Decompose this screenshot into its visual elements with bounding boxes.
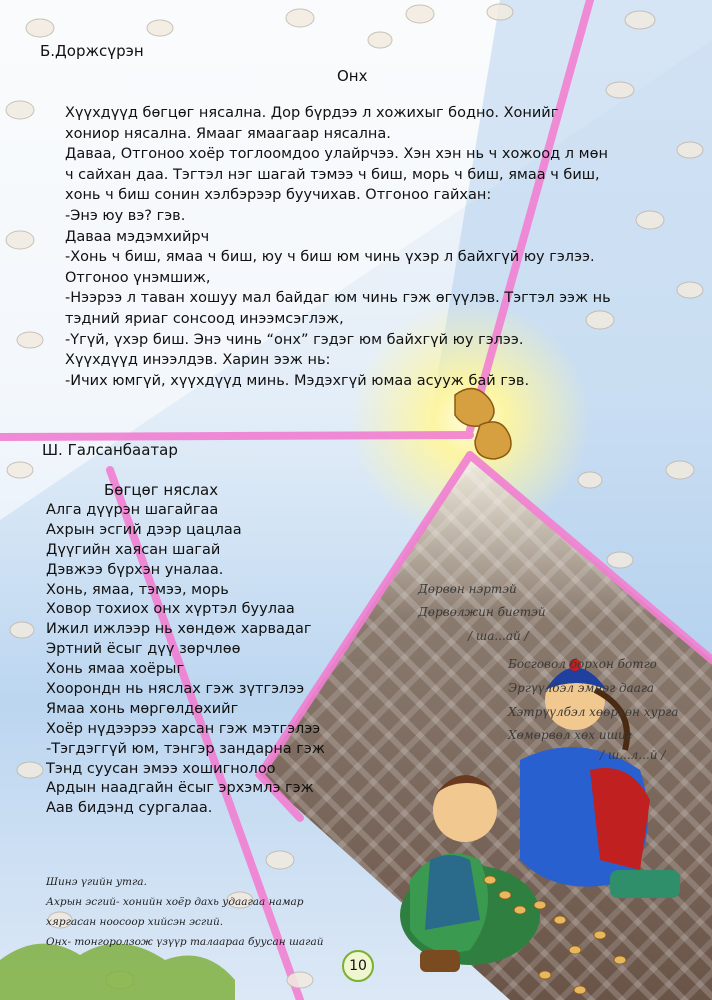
story-text bbox=[65, 103, 611, 391]
story-author: Б.Доржсүрэн bbox=[40, 42, 144, 60]
footnote bbox=[46, 872, 324, 952]
footnote-line: Ахрын эсгий- хонийн хоёр дахь удаагаа намар bbox=[46, 896, 304, 908]
poem-line: Хонь, ямаа, тэмээ, морь bbox=[46, 581, 229, 598]
script-verse-line: Босговол борхон ботго bbox=[508, 657, 657, 671]
poem-line: Эртний ёсыг дүү зөрчлөө bbox=[46, 641, 241, 658]
poem-line: Дэвжээ бүрхэн уналаа. bbox=[46, 561, 224, 578]
script-verse-line: / ша...ай / bbox=[468, 629, 529, 643]
poem-line: -Тэгдэггүй юм, тэнгэр зандарна гэж bbox=[46, 740, 325, 757]
poem-line: Ижил ижлээр нь хөндөж харвадаг bbox=[46, 621, 312, 638]
poem-line: Ховор тохиох онх хүртэл буулаа bbox=[46, 601, 295, 618]
story-line: хониор нясална. Ямааг ямаагаар нясална. bbox=[65, 125, 391, 142]
bush bbox=[0, 944, 235, 1000]
poem-line: Аав бидэнд сургалаа. bbox=[46, 800, 213, 817]
script-verse-line: / ш...л...й / bbox=[600, 748, 666, 762]
poem-line: Тэнд суусан эмээ хошигнолоо bbox=[46, 760, 276, 777]
page-number: 10 bbox=[342, 950, 374, 982]
poem-line: Ямаа хонь мөргөлдөхийг bbox=[46, 700, 239, 717]
story-line: ч сайхан даа. Тэгтэл нэг шагай тэмээ ч биш, морь ч биш, ямаа ч биш, bbox=[65, 166, 600, 183]
poem-line: Хоёр нүдээрээ харсан гэж мэтгэлээ bbox=[46, 720, 321, 737]
poem-author: Ш. Галсанбаатар bbox=[42, 441, 178, 459]
poem-text bbox=[46, 501, 325, 819]
story-line: -Үгүй, үхэр биш. Энэ чинь “онх” гэдэг юм байхгүй юу гэлээ. bbox=[65, 331, 524, 348]
story-line: -Хонь ч биш, ямаа ч биш, юу ч биш юм чинь үхэр л байхгүй юу гэлээ. bbox=[65, 249, 595, 266]
script-verse-line: Хөмөрвөл хөх ишиг bbox=[508, 728, 632, 742]
script-verse-line: Хэтрүүлбэл хөөрхөн хурга bbox=[508, 705, 679, 719]
story-line: Хүүхдүүд бөгцөг нясална. Дор бүрдээ л хожихыг бодно. Хонийг bbox=[65, 105, 559, 121]
footnote-line: хяргасан ноосоор хийсэн эсгий. bbox=[46, 916, 224, 928]
story-line: тэдний яриаг сонсоод инээмсэглэж, bbox=[65, 310, 344, 327]
poem-line: Хонь ямаа хоёрыг bbox=[46, 661, 185, 678]
poem-line: Ардын наадгайн ёсыг эрхэмлэ гэж bbox=[46, 780, 314, 797]
poem-line: Дүүгийн хаясан шагай bbox=[46, 541, 221, 558]
story-line: -Нээрээ л таван хошуу мал байдаг юм чинь гэж өгүүлэв. Тэгтэл ээж нь bbox=[65, 290, 611, 307]
poem-title: Бөгцөг няслах bbox=[104, 481, 219, 499]
footnote-line: Онх- тонгоролзож үзүүр талаараа буусан шагай bbox=[46, 936, 324, 948]
story-line: Отгоноо үнэмшиж, bbox=[65, 269, 211, 286]
story-line: -Ичих юмгүй, хүүхдүүд минь. Мэдэхгүй юмаа асууж бай гэв. bbox=[65, 372, 530, 389]
story-line: Даваа мэдэмхийрч bbox=[65, 228, 210, 245]
story-line: -Энэ юу вэ? гэв. bbox=[65, 207, 186, 224]
story-line: хонь ч биш сонин хэлбэрээр буучихав. Отгоноо гайхан: bbox=[65, 187, 492, 204]
script-verse-line: Дөрвөлжин биетэй bbox=[418, 605, 546, 619]
footnote-line: Шинэ үгийн утга. bbox=[46, 876, 147, 888]
poem-line: Ахрын эсгий дээр цацлаа bbox=[46, 521, 242, 538]
poem-line: Алга дүүрэн шагайгаа bbox=[46, 502, 219, 518]
story-title: Онх bbox=[337, 67, 368, 85]
story-line: Хүүхдүүд инээлдэв. Харин ээж нь: bbox=[65, 352, 331, 369]
story-line: Даваа, Отгоноо хоёр тоглоомдоо улайрчээ. Хэн хэн нь ч хожоод л мөн bbox=[65, 146, 608, 163]
script-verse-line: Дөрвөн нэртэй bbox=[418, 582, 517, 596]
poem-line: Хоорондн нь няслах гэж зүтгэлээ bbox=[46, 681, 305, 698]
script-verse-line: Эргүүлбэл эмнэг даага bbox=[508, 681, 655, 695]
